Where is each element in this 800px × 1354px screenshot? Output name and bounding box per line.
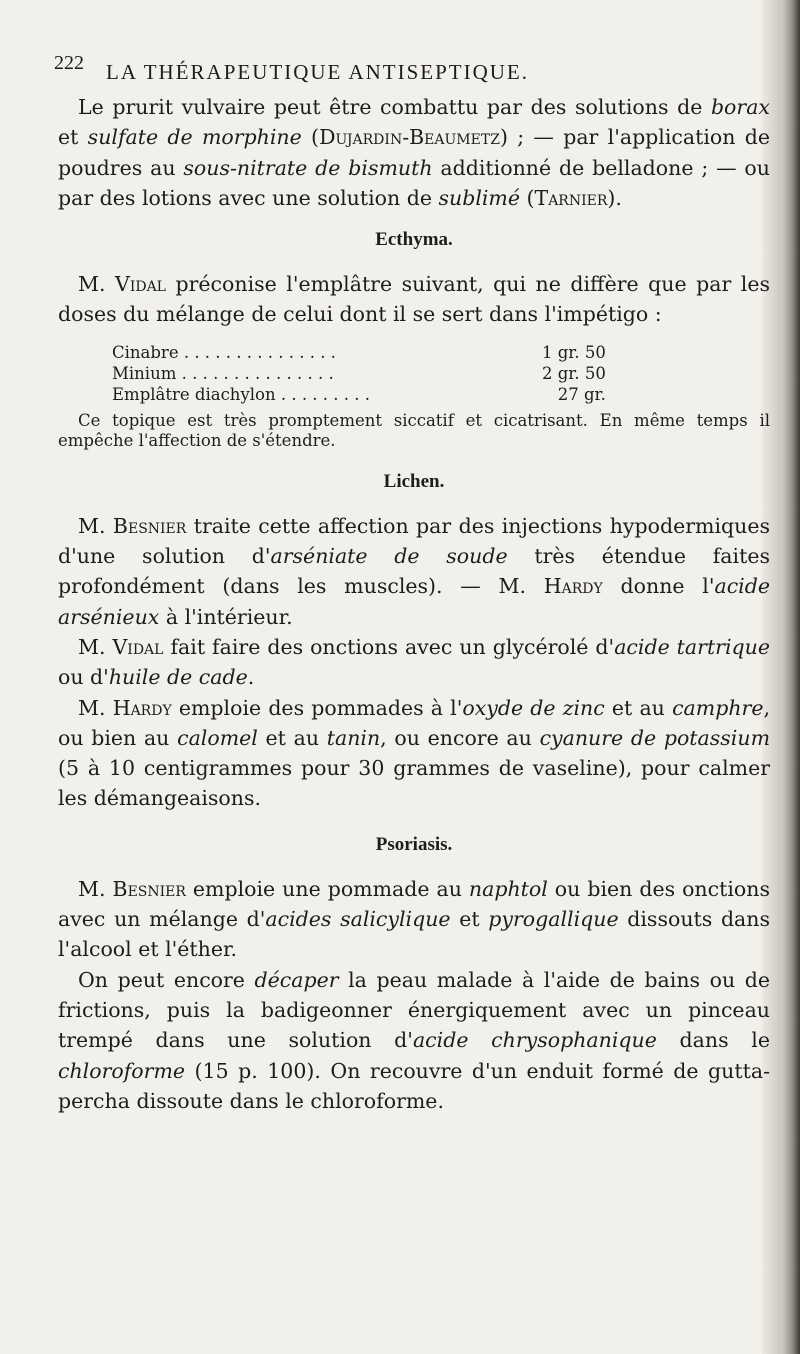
section-heading-ecthyma: Ecthyma. xyxy=(375,229,453,251)
recipe-ingredient: Minium . . . . . . . . . . . . . . . xyxy=(112,363,334,383)
psoriasis-paragraph-1: M. Besnier emploie une pommade au naphtol ou bien des onctions avec un mélange d'acides salicylique et pyrogallique dissouts dans l'alcool et l'éther. xyxy=(58,876,771,962)
lichen-paragraph-3: M. Hardy emploie des pommades à l'oxyde de zinc et au camphre, ou bien au calomel et au tanin, ou encore au cyanure de potassium (5 à 10 centigrammes pour 30 grammes de vaseline), pour calmer les démangeaisons. xyxy=(58,695,771,811)
recipe-table xyxy=(112,342,612,405)
page-content xyxy=(54,52,771,1116)
recipe-row xyxy=(112,363,612,384)
lichen-paragraph-2: M. Vidal fait faire des onctions avec un glycérolé d'acide tartrique ou d'huile de cade. xyxy=(58,634,770,690)
section-heading-lichen: Lichen. xyxy=(383,470,445,492)
running-title: LA THÉRAPEUTIQUE ANTISEPTIQUE. xyxy=(106,60,530,84)
recipe-quantity: 27 gr. xyxy=(557,384,606,404)
lichen-paragraph-1: M. Besnier traite cette affection par des injections hypodermiques d'une solution d'arséniate de soude très étendue faites profondément (dans les muscles). — M. Hardy donne l'acide arsénieux à l'intérieur. xyxy=(58,513,770,629)
recipe-quantity: 2 gr. 50 xyxy=(542,363,606,383)
recipe-row xyxy=(112,342,612,363)
page-number: 222 xyxy=(54,52,84,74)
recipe-ingredient: Emplâtre diachylon . . . . . . . . . xyxy=(112,384,371,404)
psoriasis-paragraph-2: On peut encore décaper la peau malade à l'aide de bains ou de frictions, puis la badigeonner énergiquement avec un pinceau trempé dans une solution d'acide chrysophanique dans le chloroforme (15 p. 100). On recouvre d'un enduit formé de gutta-percha dissoute dans le chloroforme. xyxy=(58,967,770,1113)
intro-paragraph: Le prurit vulvaire peut être combattu par des solutions de borax et sulfate de morphine (Dujardin-Beaumetz) ; — par l'application de poudres au sous-nitrate de bismuth additionné de belladone ; — ou par des lotions avec une solution de sublimé (Tarnier). xyxy=(58,95,771,210)
recipe-row xyxy=(112,384,612,405)
ecthyma-paragraph: M. Vidal préconise l'emplâtre suivant, qui ne diffère que par les doses du mélange de celui dont il se sert dans l'impétigo : xyxy=(58,272,770,327)
section-heading-psoriasis: Psoriasis. xyxy=(375,833,453,855)
ecthyma-note: Ce topique est très promptement siccatif et cicatrisant. En même temps il empêche l'affection de s'étendre. xyxy=(58,410,770,450)
recipe-ingredient: Cinabre . . . . . . . . . . . . . . . xyxy=(112,342,336,362)
recipe-quantity: 1 gr. 50 xyxy=(542,342,606,362)
running-head xyxy=(54,52,770,92)
